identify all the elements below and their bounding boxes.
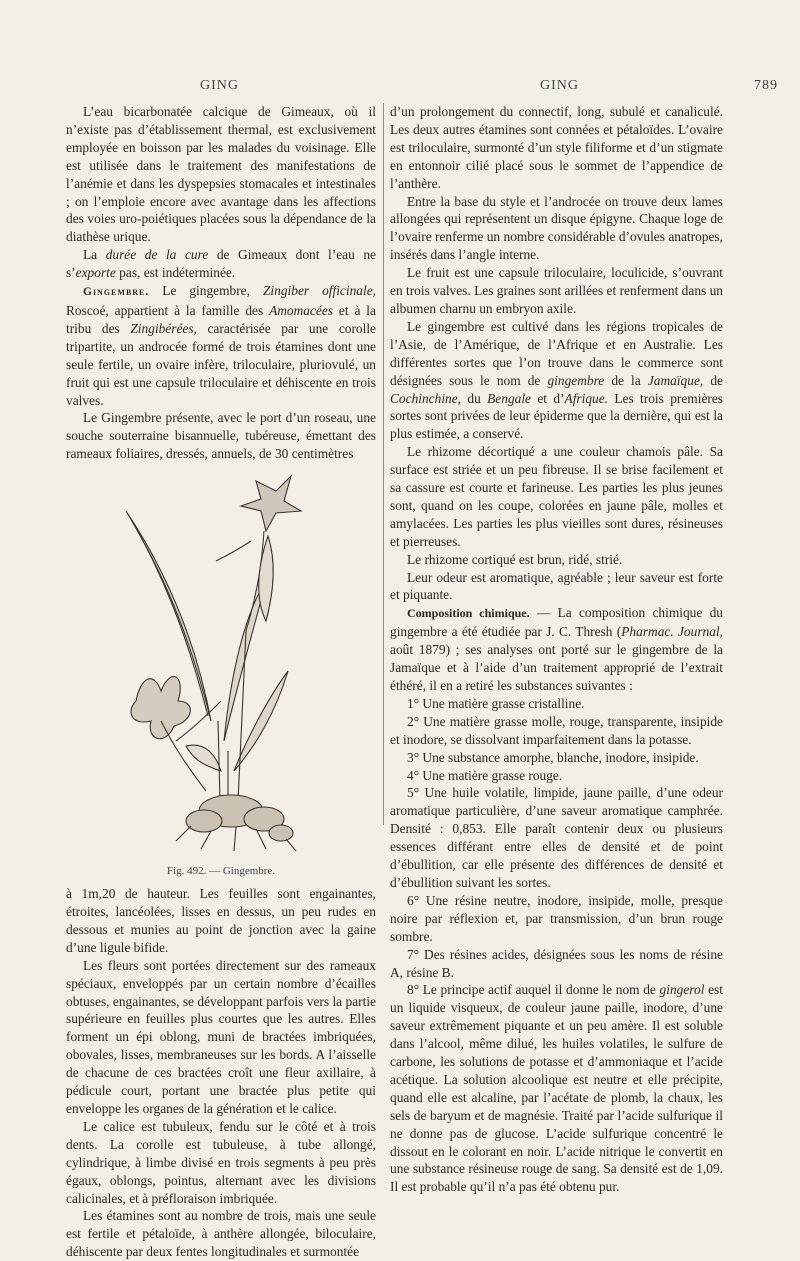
paragraph-gimeaux-water: L’eau bicarbonatée calcique de Gimeaux, où il n’existe pas d’établissement thermal, est exclusivement employée en boisson par les malades du voisinage. Elle est utilisée dans le traitement des manifestations de l’anémie et dans les dyspepsies stomacales et intestinales ; on l’emploie encore avec avantage dans les affections des voies uro-poiétiques placées sous la dépendance de la diathèse urique. <box>66 104 376 245</box>
figure-caption: Fig. 492. — Gingembre. <box>166 865 276 878</box>
paragraph-fruit: Le fruit est une capsule triloculaire, loculicide, s’ouvrant en trois valves. Les graines sont arillées et renferment dans un albumen charnu un embryon axile. <box>390 265 723 316</box>
paragraph-gingembre-habit: Le Gingembre présente, avec le port d’un roseau, une souche souterraine bisannuelle, tubéreuse, émettant des rameaux foliaires, dressés, annuels, de 30 centimètres <box>66 410 376 462</box>
figure-gingembre <box>66 471 376 881</box>
paragraph-connectif: d’un prolongement du connectif, long, subulé et canaliculé. Les deux autres étamines sont connées et pétaloïdes. L’ovaire est triloculaire, surmonté d’un style filiforme et d’un stigmate en entonnoir cilié placé sous le sommet de l’appendice de l’anthère. <box>390 104 723 191</box>
paragraph-calice: Le calice est tubuleux, fendu sur le côté et à trois dents. La corolle est tubuleuse, à tube allongé, cylindrique, à limbe divisé en trois segments à peu près égaux, oblongs, pointus, alternant avec les divisions calicinales, et à préfloraison imbriquée. <box>66 1118 376 1206</box>
paragraph-flowers: Les fleurs sont portées directement sur des rameaux spéciaux, enveloppés par un certain nombre d’écailles obtuses, engainantes, se développant parfois vers la partie supérieure en feuilles plus courtes que les autres. Elles forment un épi oblong, muni de bractées imbriquées, obovales, lisses, membraneuses sur les bords. A l’aisselle de chacune de ces bractées croît une fleur axillaire, à pédicule court, portant une bractée plus petite qui enveloppe les organes de la génération et le calice. <box>66 957 376 1116</box>
paragraph-rhizome-cortique: Le rhizome cortiqué est brun, ridé, strié. <box>407 551 623 567</box>
paragraph-leaves: à 1m,20 de hauteur. Les feuilles sont engainantes, étroites, lancéolées, lisses en dessus, un peu rudes en dessous et munies au point de jonction avec la gaine d’une ligule bifide. <box>66 886 376 955</box>
entry-heading-gingembre: Gingembre. <box>83 286 150 299</box>
list-item-3: 3° Une substance amorphe, blanche, inodore, insipide. <box>407 749 699 765</box>
paragraph-etamines: Les étamines sont au nombre de trois, mais une seule est fertile et pétaloïde, à anthère allongée, biloculaire, déhiscente par deux fentes longitudinales et surmontée <box>66 1208 376 1260</box>
paragraph-gingembre-entry: Gingembre. Le gingembre, Zingiber officinale, Roscoé, appartient à la famille des Amomacées et à la tribu des Zingibérées, caractérisée par une corolle tripartite, un androcée formé de trois étamines dont une seule fertile, un ovaire infère, triloculaire, pluriovulé, un fruit qui est une capsule triloculaire et déhiscente en trois valves. <box>66 283 376 408</box>
paragraph-cure-duration: La durée de la cure de Gimeaux dont l’eau ne s’exporte pas, est indéterminée. <box>66 247 377 281</box>
list-item-6: 6° Une résine neutre, inodore, insipide, molle, presque noire par réflexion et, par transmission, d’un brun rouge sombre. <box>390 892 723 944</box>
list-item-4: 4° Une matière grasse rouge. <box>407 767 563 783</box>
paragraph-culture: Le gingembre est cultivé dans les régions tropicales de l’Asie, de l’Amérique, de l’Afrique et en Australie. Les différentes sortes que l’on trouve dans le commerce sont désignées sous le nom de gingembre de la Jamaïque, de Cochinchine, du Bengale et d’Afrique. Les trois premières sortes sont privées de leur épiderme que la dernière, qui est la plus estimée, a conservé. <box>390 318 723 442</box>
left-column <box>66 103 376 1261</box>
paragraph-rhizome-decortique: Le rhizome décortiqué a une couleur chamois pâle. Sa surface est striée et un peu fibreuse. Il se brise facilement et sa cassure est courte et farineuse. Les parties les plus jeunes sont, quand on les coupe, colorées en jaune pâle, molles et amylacées. Les parties les plus vieilles sont dures, résineuses et pierreuses. <box>390 444 723 549</box>
running-header-left: GING <box>200 78 239 93</box>
list-item-7: 7° Des résines acides, désignées sous les noms de résine A, résine B. <box>390 946 723 980</box>
paragraph-composition: Composition chimique. — La composition chimique du gingembre a été étudiée par J. C. Thresh (Pharmac. Journal, août 1879) ; ses analyses ont porté sur le gingembre de la Jamaïque et à l’aide d’un traitement approprié de l’extrait éthéré, il en a retiré les substances suivantes : <box>390 605 723 693</box>
list-item-2: 2° Une matière grasse molle, rouge, transparente, insipide et inodore, se dissolvant imparfaitement dans la potasse. <box>390 713 723 747</box>
right-column <box>390 103 723 1196</box>
paragraph-disque: Entre la base du style et l’androcée on trouve deux lames allongées qui représentent un disque épigyne. Chaque loge de l’ovaire renferme un nombre considérable d’ovules anatropes, insérés dans l’angle interne. <box>390 193 723 263</box>
list-item-5: 5° Une huile volatile, limpide, jaune paille, d’une odeur aromatique particulière, d’une saveur aromatique camphrée. Densité : 0,853. Elle paraît contenir deux ou plusieurs essences différant entre elles de densité et de point d’ébullition, car elle présente des différences de densité et d’ébullition suivant les sortes. <box>390 785 723 890</box>
ginger-plant-illustration <box>116 471 326 856</box>
running-header-right: GING <box>540 78 579 93</box>
section-heading-composition: Composition chimique. <box>407 606 530 621</box>
list-item-8: 8° Le principe actif auquel il donne le nom de gingerol est un liquide visqueux, de couleur jaune paille, inodore, d’une saveur extrêmement piquante et un peu amère. Il est soluble dans l’alcool, même dilué, les huiles volatiles, le sulfure de carbone, les solutions de potasse et d’ammoniaque et l’acide acétique. La solution alcoolique est neutre et elle précipite, quand elle est alcaline, par l’acétate de plomb, la chaux, les sels de baryum et de magnésie. Traité par l’acide sulfurique il ne donne pas de glucose. L’acide sulfurique concentré le dissout en le colorant en noir. L’acide nitrique le convertit en une substance résineuse rouge de sang. Sa densité est de 1,09. Il est probable qu’il n’a pas été obtenu pur. <box>390 982 723 1195</box>
page-number: 789 <box>754 78 778 93</box>
column-divider <box>383 103 384 825</box>
list-item-1: 1° Une matière grasse cristalline. <box>407 695 585 711</box>
paragraph-odeur: Leur odeur est aromatique, agréable ; leur saveur est forte et piquante. <box>390 569 723 603</box>
